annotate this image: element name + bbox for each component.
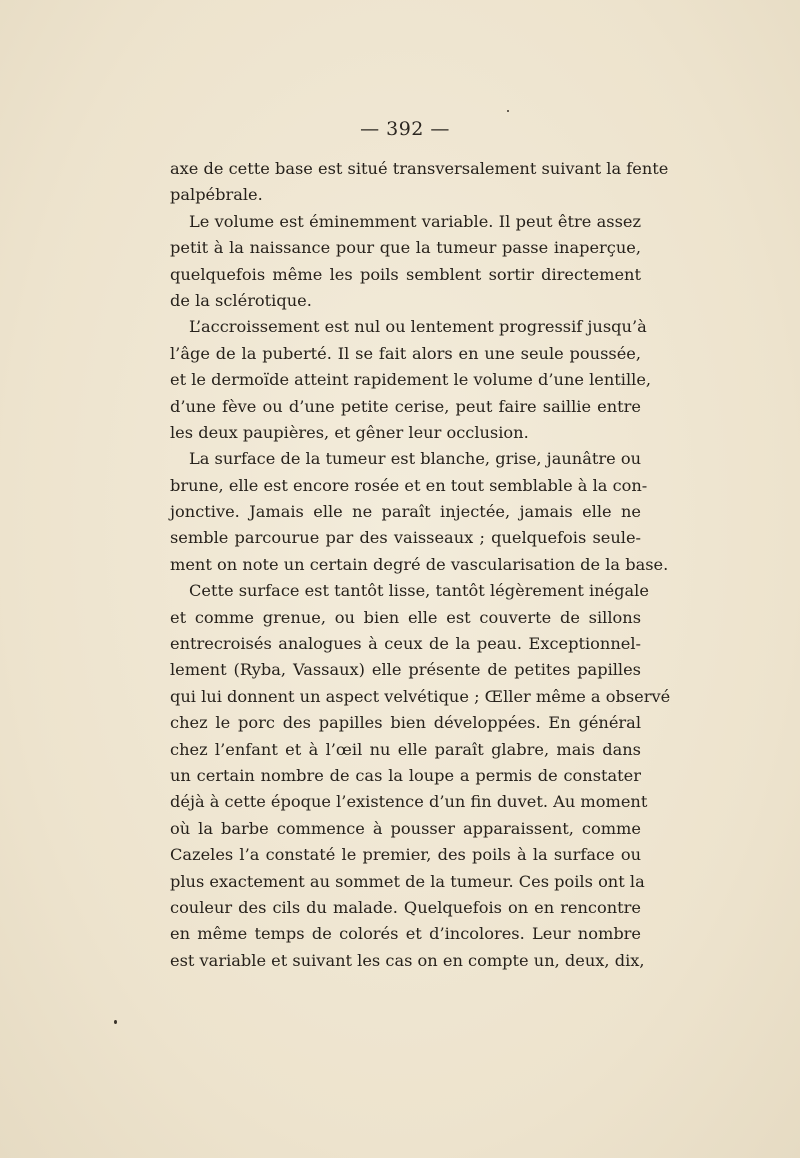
text-line: qui lui donnent un aspect velvétique ; Œller même a observé xyxy=(170,686,671,706)
text-line: les deux paupières, et gêner leur occlusion. xyxy=(170,422,529,442)
text-line: de la sclérotique. xyxy=(170,290,312,310)
text-line: entrecroisés analogues à ceux de la peau. Exceptionnel- xyxy=(170,634,641,654)
text-line: en même temps de colorés et d’incolores. Leur nombre xyxy=(170,924,641,944)
text-line: L’accroissement est nul ou lentement progressif jusqu’à xyxy=(189,317,647,337)
body-text xyxy=(170,156,671,974)
text-line: chez l’enfant et à l’œil nu elle paraît glabre, mais dans xyxy=(170,739,641,759)
text-line: jonctive. Jamais elle ne paraît injectée, jamais elle ne xyxy=(170,502,641,522)
text-line: où la barbe commence à pousser apparaissent, comme xyxy=(170,818,641,838)
text-line: palpébrale. xyxy=(170,185,263,205)
text-line: est variable et suivant les cas on en compte un, deux, dix, xyxy=(170,950,645,970)
text-line: axe de cette base est situé transversalement suivant la fente xyxy=(170,159,669,178)
text-line: lement (Ryba, Vassaux) elle présente de petites papilles xyxy=(170,660,641,680)
text-line: un certain nombre de cas la loupe a permis de constater xyxy=(170,765,641,785)
text-line: La surface de la tumeur est blanche, grise, jaunâtre ou xyxy=(189,449,641,469)
text-line: brune, elle est encore rosée et en tout semblable à la con- xyxy=(170,475,648,495)
text-line: déjà à cette époque l’existence d’un fin duvet. Au moment xyxy=(170,792,648,812)
text-line: ment on note un certain degré de vascularisation de la base. xyxy=(170,554,669,574)
text-line: plus exactement au sommet de la tumeur. Ces poils ont la xyxy=(170,871,645,891)
ink-speck xyxy=(507,110,509,112)
text-line: l’âge de la puberté. Il se fait alors en une seule poussée, xyxy=(170,343,641,363)
text-line: petit à la naissance pour que la tumeur passe inaperçue, xyxy=(170,238,641,258)
text-line: Cazeles l’a constaté le premier, des poils à la surface ou xyxy=(170,845,641,865)
text-line: Cette surface est tantôt lisse, tantôt légèrement inégale xyxy=(189,581,649,601)
text-line: Le volume est éminemment variable. Il peut être assez xyxy=(189,211,641,231)
text-line: chez le porc des papilles bien développées. En général xyxy=(170,713,641,733)
page-number: — 392 — xyxy=(360,118,450,140)
text-line: et le dermoïde atteint rapidement le volume d’une lentille, xyxy=(170,370,652,390)
text-line: d’une fève ou d’une petite cerise, peut faire saillie entre xyxy=(170,396,641,416)
text-line: couleur des cils du malade. Quelquefois on en rencontre xyxy=(170,897,641,917)
text-line: et comme grenue, ou bien elle est couverte de sillons xyxy=(170,607,641,627)
text-line: semble parcourue par des vaisseaux ; quelquefois seule- xyxy=(170,528,641,548)
ink-speck xyxy=(114,1020,117,1024)
text-line: quelquefois même les poils semblent sortir directement xyxy=(170,264,641,284)
